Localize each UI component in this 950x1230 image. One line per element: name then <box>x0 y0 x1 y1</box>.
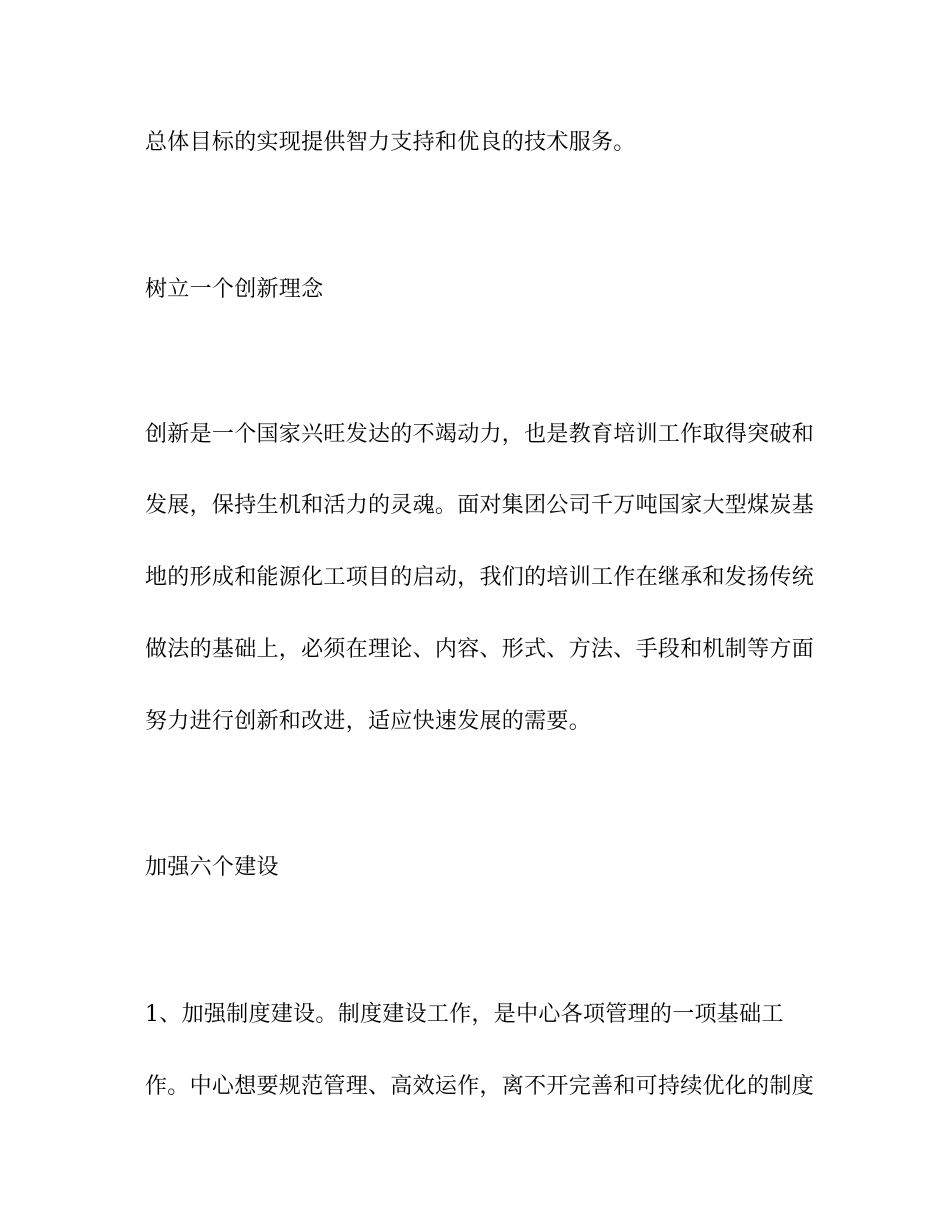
section-heading-innovation: 树立一个创新理念 <box>145 277 324 302</box>
paragraph-line: 总体目标的实现提供智力支持和优良的技术服务。 <box>145 130 636 155</box>
paragraph-line: 做法的基础上，必须在理论、内容、形式、方法、手段和机制等方面 <box>145 637 815 662</box>
paragraph-line: 发展，保持生机和活力的灵魂。面对集团公司千万吨国家大型煤炭基 <box>145 493 815 518</box>
section-heading-six-constructions: 加强六个建设 <box>145 855 279 880</box>
paragraph-line: 努力进行创新和改进，适应快速发展的需要。 <box>145 709 592 734</box>
paragraph-line: 地的形成和能源化工项目的启动，我们的培训工作在继承和发扬传统 <box>145 565 815 590</box>
paragraph-line: 1、加强制度建设。制度建设工作，是中心各项管理的一项基础工 <box>145 1002 784 1027</box>
paragraph-line: 作。中心想要规范管理、高效运作，离不开完善和可持续优化的制度 <box>145 1074 815 1099</box>
paragraph-line: 创新是一个国家兴旺发达的不竭动力，也是教育培训工作取得突破和 <box>145 422 815 447</box>
